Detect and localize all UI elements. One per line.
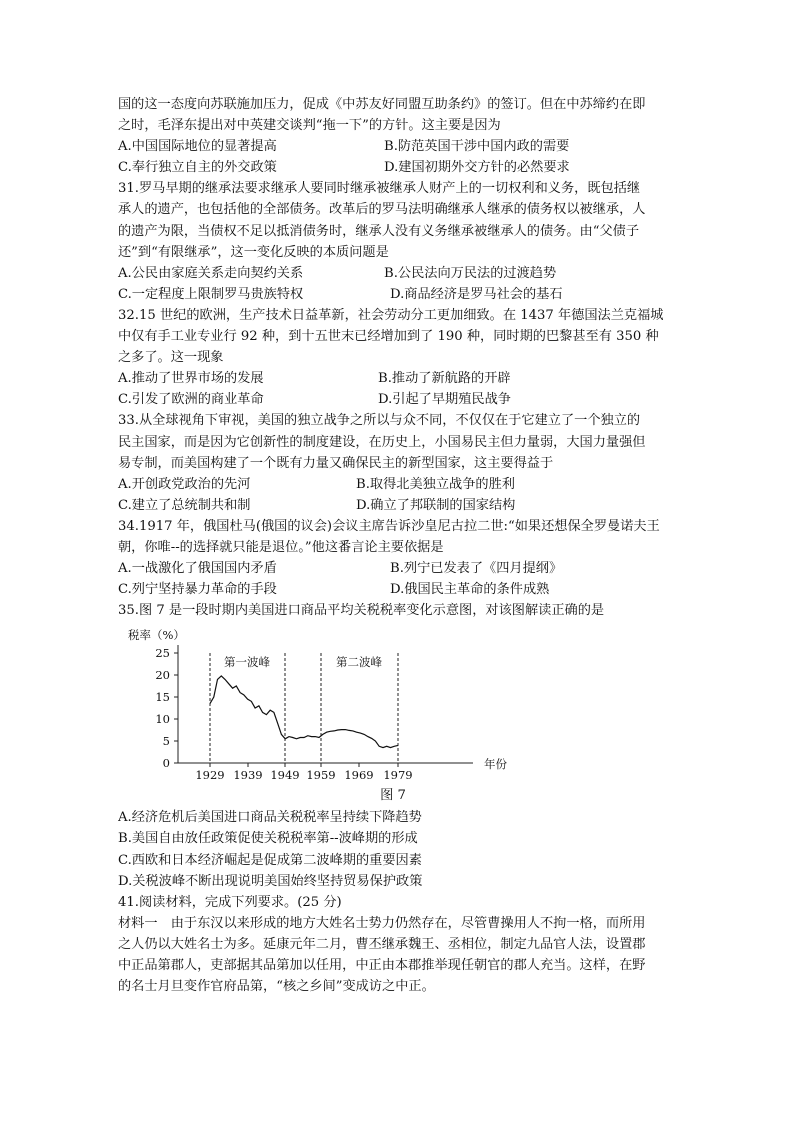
q32-option-a[interactable]: A.推动了世界市场的发展 bbox=[118, 371, 264, 387]
q33-options-row-2 bbox=[118, 495, 688, 516]
q31-options-row-1 bbox=[118, 263, 688, 284]
text-line: 的遗产为限，当债权不足以抵消债务时，继承人没有义务继承被继承人的债务。由“父债子 bbox=[118, 223, 640, 239]
q35-option-d[interactable]: D.关税波峰不断出现说明美国始终坚持贸易保护政策 bbox=[118, 873, 423, 889]
q34-options-row-2 bbox=[118, 579, 688, 600]
q33-options-row-1 bbox=[118, 474, 688, 495]
q32-option-b[interactable]: B.推动了新航路的开辟 bbox=[378, 371, 511, 387]
q33-option-c[interactable]: C.建立了总统制共和制 bbox=[118, 497, 251, 513]
q35-option-b[interactable]: B.美国自由放任政策促使关税税率第--波峰期的形成 bbox=[118, 831, 418, 847]
figure-caption: 图 7 bbox=[380, 788, 406, 804]
exam-page bbox=[118, 94, 688, 997]
text-line: 32.15 世纪的欧洲，生产技术日益革新，社会劳动分工更加细致。在 1437 年德国法兰克福城 bbox=[118, 307, 664, 323]
text-line: 的名士月旦变作官府品第，“核之乡间”变成访之中正。 bbox=[118, 979, 435, 995]
text-line: 承人的遗产，也包括他的全部债务。改革后的罗马法明确继承人继承的债务权以被继承，人 bbox=[118, 202, 646, 218]
q35-option-a[interactable]: A.经济危机后美国进口商品关税税率呈持续下降趋势 bbox=[118, 810, 422, 826]
text-line: 中正品第郡人，吏部据其品第加以任用，中正由本郡推举现任朝官的郡人充当。这样，在野 bbox=[118, 958, 646, 973]
x-tick-label: 1979 bbox=[383, 768, 413, 782]
q34-option-c[interactable]: C.列宁坚持暴力革命的手段 bbox=[118, 582, 277, 598]
q32-option-c[interactable]: C.引发了欧洲的商业革命 bbox=[118, 392, 264, 408]
q31-options-row-2 bbox=[118, 284, 688, 305]
text-line: 34.1917 年，俄国杜马(俄国的议会)会议主席告诉沙皇尼古拉二世:“如果还想保全罗曼诺夫王 bbox=[118, 518, 660, 534]
y-tick-label: 15 bbox=[155, 690, 170, 705]
q34-option-a[interactable]: A.一战激化了俄国国内矛盾 bbox=[118, 561, 277, 577]
q32-options-row-1 bbox=[118, 368, 688, 389]
y-tick-label: 20 bbox=[155, 668, 170, 683]
q33-option-b[interactable]: B.取得北美独立战争的胜利 bbox=[356, 476, 515, 492]
text-line: 民主国家，而是因为它创新性的制度建设，在历史上，小国易民主但力量弱，大国力量强但 bbox=[118, 434, 646, 450]
text-line: 31.罗马早期的继承法要求继承人要同时继承被继承人财产上的一切权利和义务，既包括继 bbox=[118, 181, 641, 197]
q31-option-d[interactable]: D.商品经济是罗马社会的基石 bbox=[390, 286, 563, 302]
y-tick-label: 5 bbox=[162, 734, 170, 749]
text-line: 国的这一态度向苏联施加压力，促成《中苏友好同盟互助条约》的签订。但在中苏缔约在即 bbox=[118, 97, 646, 112]
text-line: 中仅有手工业专业行 92 种，到十五世末已经增加到了 190 种，同时期的巴黎甚至有 350 种 bbox=[118, 329, 659, 345]
x-axis-label: 年份 bbox=[484, 757, 507, 772]
q35-option-c[interactable]: C.西欧和日本经济崛起是促成第二波峰期的重要因素 bbox=[118, 852, 422, 868]
x-tick-label: 1959 bbox=[306, 768, 336, 782]
tariff-chart-svg bbox=[118, 629, 688, 781]
q33-option-d[interactable]: D.确立了邦联制的国家结构 bbox=[356, 497, 516, 513]
q34-option-d[interactable]: D.俄国民主革命的条件成熟 bbox=[390, 582, 550, 598]
y-tick-label: 25 bbox=[155, 646, 170, 661]
text-line: 之时，毛泽东提出对中英建交谈判“拖一下”的方针。这主要是因为 bbox=[118, 118, 501, 134]
text-line: 材料一 由于东汉以来形成的地方大姓名士势力仍然存在，尽管曹操用人不拘一格，而所用 bbox=[118, 915, 646, 931]
text-line: 易专制，而美国构建了一个既有力量又确保民主的新型国家，这主要得益于 bbox=[118, 455, 554, 471]
x-tick-label: 1949 bbox=[270, 768, 300, 782]
question-33-stem bbox=[118, 410, 688, 473]
q31-option-a[interactable]: A.公民由家庭关系走向契约关系 bbox=[118, 265, 304, 281]
annotation-first-wave: 第一波峰 bbox=[224, 655, 270, 670]
q31-option-c[interactable]: C.一定程度上限制罗马贵族特权 bbox=[118, 286, 304, 302]
text-line: 还”到“有限继承”，这一变化反映的本质问题是 bbox=[118, 244, 389, 260]
q33-option-a[interactable]: A.开创政党政治的先河 bbox=[118, 476, 251, 492]
q34-option-b[interactable]: B.列宁已发表了《四月提纲》 bbox=[390, 561, 563, 577]
text-line: 之多了。这一现象 bbox=[118, 350, 224, 366]
q30-option-c[interactable]: C.奉行独立自主的外交政策 bbox=[118, 160, 277, 176]
x-tick-label: 1929 bbox=[195, 768, 225, 782]
question-30-stem bbox=[118, 94, 688, 136]
x-tick-label: 1939 bbox=[233, 768, 263, 782]
q34-options-row-1 bbox=[118, 558, 688, 579]
annotation-second-wave: 第二波峰 bbox=[336, 655, 382, 670]
text-line: 33.从全球视角下审视，美国的独立战争之所以与众不同，不仅仅在于它建立了一个独立的 bbox=[118, 413, 641, 429]
q30-options-row-1 bbox=[118, 136, 688, 157]
q30-options-row-2 bbox=[118, 157, 688, 178]
y-axis-label: 税率（%） bbox=[128, 629, 185, 643]
q30-option-d[interactable]: D.建国初期外交方针的必然要求 bbox=[384, 160, 570, 176]
q30-option-a[interactable]: A.中国国际地位的显著提高 bbox=[118, 139, 277, 155]
question-35-stem: 35.图 7 是一段时期内美国进口商品平均关税税率变化示意图，对该图解读正确的是 bbox=[118, 603, 605, 619]
y-tick-label: 0 bbox=[162, 756, 170, 771]
q32-options-row-2 bbox=[118, 389, 688, 410]
tariff-chart bbox=[118, 629, 688, 781]
q31-option-b[interactable]: B.公民法向万民法的过渡趋势 bbox=[384, 265, 557, 281]
question-34-stem bbox=[118, 516, 688, 558]
text-line: 朝，你唯--的选择就只能是退位。”他这番言论主要依据是 bbox=[118, 539, 444, 555]
q30-option-b[interactable]: B.防范英国干涉中国内政的需要 bbox=[384, 139, 570, 155]
material-one bbox=[118, 913, 688, 997]
y-tick-label: 10 bbox=[155, 712, 170, 727]
question-31-stem bbox=[118, 178, 688, 262]
q32-option-d[interactable]: D.引起了早期殖民战争 bbox=[378, 392, 511, 408]
question-32-stem bbox=[118, 305, 688, 368]
tariff-rate-line bbox=[210, 676, 398, 748]
x-tick-label: 1969 bbox=[344, 768, 374, 782]
text-line: 之人仍以大姓名士为多。延康元年二月，曹丕继承魏王、丞相位，制定九品官人法，设置郡 bbox=[118, 936, 646, 952]
question-41-stem: 41.阅读材料，完成下列要求。(25 分) bbox=[118, 894, 342, 910]
question-35-options bbox=[118, 807, 688, 891]
